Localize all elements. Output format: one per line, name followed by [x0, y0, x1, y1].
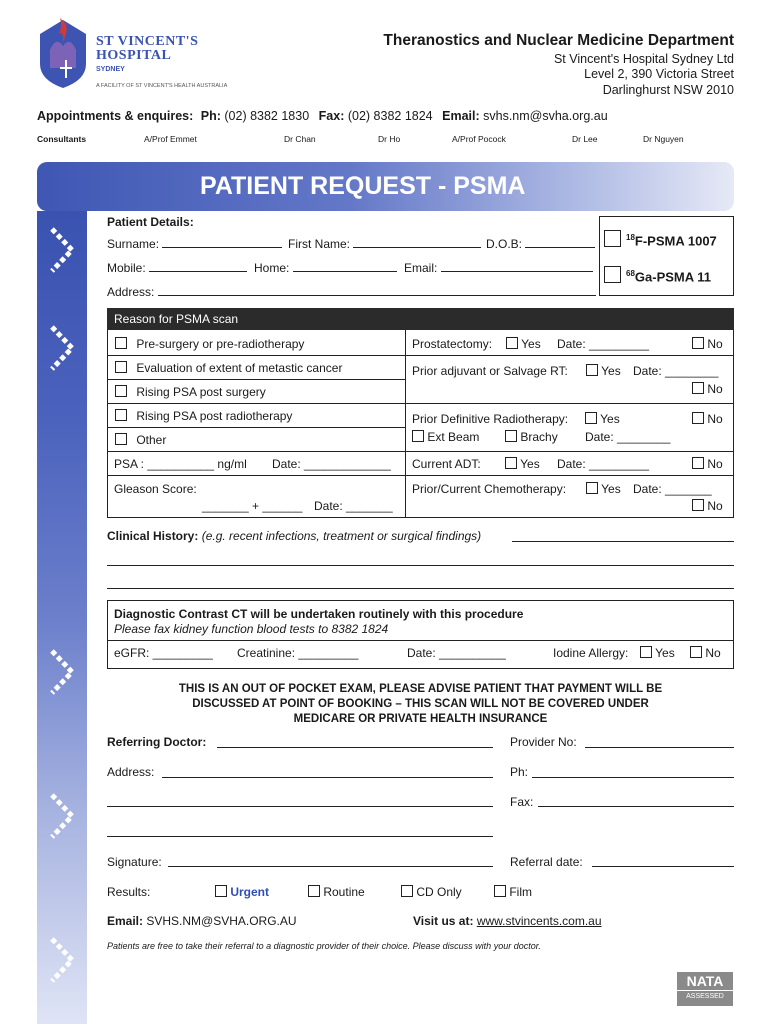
- patient-details-heading: Patient Details:: [107, 215, 194, 229]
- footer-email-link[interactable]: SVHS.NM@SVHA.ORG.AU: [146, 914, 297, 928]
- payment-warning: THIS IS AN OUT OF POCKET EXAM, PLEASE ADVISE PATIENT THAT PAYMENT WILL BE DISCUSSED AT POINT OF BOOKING – THIS SCAN WILL NOT BE COVERED UNDER MEDICARE OR PRIVATE HEALTH INSURANCE: [178, 683, 663, 725]
- logo-tagline: A FACILITY OF ST VINCENT'S HEALTH AUSTRALIA: [96, 83, 228, 89]
- results-label: Results:: [107, 885, 151, 899]
- ph-label: Ph:: [200, 109, 221, 123]
- ph-value: (02) 8382 1830: [224, 109, 310, 123]
- contrast-date-field[interactable]: Date: __________: [407, 646, 506, 660]
- f-psma-label: $^{18}$F-PSMA 1007: [626, 233, 717, 249]
- logo-name-line2: HOSPITAL: [96, 48, 172, 63]
- iodine-no[interactable]: No: [690, 646, 721, 660]
- consultant-name: Dr Ho: [378, 134, 401, 144]
- consultant-name: A/Prof Emmet: [144, 134, 197, 144]
- dob-field[interactable]: D.O.B:: [486, 237, 595, 251]
- first-name-field[interactable]: First Name:: [288, 237, 481, 251]
- results-cd-only[interactable]: CD Only: [401, 885, 462, 899]
- provider-no-label: Provider No:: [510, 735, 577, 749]
- referring-doctor-label: Referring Doctor:: [107, 735, 207, 749]
- current-adt-no[interactable]: No: [692, 457, 723, 471]
- chemo-date[interactable]: Date: _______: [633, 482, 712, 496]
- reason-option[interactable]: Evaluation of extent of metastic cancer: [115, 361, 342, 375]
- chevron-right-icon: [48, 323, 78, 373]
- ga-psma-checkbox[interactable]: [604, 266, 621, 283]
- email-field[interactable]: Email:: [404, 261, 593, 275]
- footer-visit: Visit us at: www.stvincents.com.au: [413, 914, 602, 928]
- contrast-note: Please fax kidney function blood tests to 8382 1824: [114, 622, 389, 636]
- clinical-history-field[interactable]: Clinical History: (e.g. recent infections, treatment or surgical findings): [107, 529, 482, 543]
- reason-option[interactable]: Other: [115, 433, 166, 447]
- chevron-right-icon: [48, 791, 78, 841]
- fax-label: Fax:: [318, 109, 345, 123]
- ga-psma-label: $^{68}$Ga-PSMA 11: [626, 269, 712, 285]
- address-field[interactable]: Address:: [107, 285, 596, 299]
- reason-heading: Reason for PSMA scan: [114, 312, 239, 326]
- department-name: Theranostics and Nuclear Medicine Department: [383, 32, 734, 49]
- referrer-fax-field[interactable]: [538, 806, 734, 807]
- surname-field[interactable]: Surname:: [107, 237, 282, 251]
- ext-beam-option[interactable]: Ext Beam: [412, 430, 479, 444]
- hospital-logo: [36, 16, 246, 96]
- mobile-field[interactable]: Mobile:: [107, 261, 247, 275]
- gleason-date-field[interactable]: Date: _______: [314, 499, 393, 513]
- prior-rt-label: Prior adjuvant or Salvage RT:: [412, 364, 568, 378]
- referrer-ph-field[interactable]: [532, 777, 734, 778]
- creatinine-field[interactable]: Creatinine: _________: [237, 646, 359, 660]
- reason-option[interactable]: Pre-surgery or pre-radiotherapy: [115, 337, 304, 351]
- referrer-fax-label: Fax:: [510, 795, 534, 809]
- footer-email: Email: SVHS.NM@SVHA.ORG.AU: [107, 914, 297, 928]
- results-routine[interactable]: Routine: [308, 885, 365, 899]
- current-adt-label: Current ADT:: [412, 457, 481, 471]
- psa-date-field[interactable]: Date: _____________: [272, 457, 391, 471]
- logo-emblem-icon: [36, 16, 90, 88]
- referrer-address-line[interactable]: [107, 806, 493, 807]
- iodine-yes[interactable]: Yes: [640, 646, 675, 660]
- contact-line: [37, 109, 608, 123]
- logo-name-line3: SYDNEY: [96, 66, 125, 73]
- email-value: svhs.nm@svha.org.au: [483, 109, 608, 123]
- prior-def-rt-date[interactable]: Date: ________: [585, 430, 671, 444]
- chemo-label: Prior/Current Chemotherapy:: [412, 482, 567, 496]
- chemo-no[interactable]: No: [692, 499, 723, 513]
- org-name: St Vincent's Hospital Sydney Ltd: [553, 52, 734, 66]
- referral-date-label: Referral date:: [510, 855, 583, 869]
- referrer-address-line[interactable]: [107, 836, 493, 837]
- prostatectomy-row: Prostatectomy:: [412, 337, 493, 351]
- email-label: Email:: [442, 109, 480, 123]
- appointments-label: Appointments & enquires:: [37, 109, 194, 123]
- referral-date-field[interactable]: [592, 866, 734, 867]
- f-psma-checkbox[interactable]: [604, 230, 621, 247]
- results-urgent[interactable]: Urgent: [215, 885, 269, 899]
- chevron-right-icon: [48, 647, 78, 697]
- iodine-allergy-label: Iodine Allergy:: [553, 646, 629, 660]
- prior-def-rt-no[interactable]: No: [692, 412, 723, 426]
- clinical-history-line[interactable]: [107, 565, 734, 566]
- results-film[interactable]: Film: [494, 885, 532, 899]
- prior-def-rt-yes[interactable]: Yes: [585, 412, 620, 426]
- prostatectomy-yes[interactable]: Yes: [506, 337, 541, 351]
- consultants-label: Consultants: [37, 134, 87, 144]
- psa-field[interactable]: PSA : __________ ng/ml: [114, 457, 247, 471]
- current-adt-date[interactable]: Date: _________: [557, 457, 650, 471]
- signature-field[interactable]: [168, 866, 493, 867]
- provider-no-field[interactable]: [585, 747, 734, 748]
- home-field[interactable]: Home:: [254, 261, 397, 275]
- prostatectomy-no[interactable]: No: [692, 337, 723, 351]
- prostatectomy-date[interactable]: Date: _________: [557, 337, 650, 351]
- chevron-right-icon: [48, 935, 78, 985]
- chemo-yes[interactable]: Yes: [586, 482, 621, 496]
- referring-doctor-field[interactable]: [217, 747, 493, 748]
- consultant-name: A/Prof Pocock: [452, 134, 506, 144]
- current-adt-yes[interactable]: Yes: [505, 457, 540, 471]
- fax-value: (02) 8382 1824: [347, 109, 433, 123]
- consultant-name: Dr Lee: [572, 134, 598, 144]
- org-address-1: Level 2, 390 Victoria Street: [584, 67, 734, 81]
- clinical-history-line[interactable]: [107, 588, 734, 589]
- logo-name-line1: ST VINCENT'S: [96, 34, 199, 49]
- consultant-name: Dr Chan: [284, 134, 316, 144]
- referrer-address-label: Address:: [107, 765, 155, 779]
- reason-option[interactable]: Rising PSA post surgery: [115, 385, 266, 399]
- egfr-field[interactable]: eGFR: _________: [114, 646, 213, 660]
- reason-option[interactable]: Rising PSA post radiotherapy: [115, 409, 292, 423]
- prior-rt-date[interactable]: Date: ________: [633, 364, 719, 378]
- prior-rt-no[interactable]: No: [692, 382, 723, 396]
- consultant-name: Dr Nguyen: [643, 134, 684, 144]
- form-title: PATIENT REQUEST - PSMA: [200, 172, 526, 200]
- gleason-score-field[interactable]: _______ + ______: [202, 499, 303, 513]
- website-link[interactable]: www.stvincents.com.au: [476, 914, 602, 928]
- brachy-option[interactable]: Brachy: [505, 430, 558, 444]
- referrer-ph-label: Ph:: [510, 765, 529, 779]
- signature-label: Signature:: [107, 855, 162, 869]
- gleason-label: Gleason Score:: [114, 482, 197, 496]
- referrer-address-field[interactable]: [162, 777, 493, 778]
- prior-rt-yes[interactable]: Yes: [586, 364, 621, 378]
- org-address-2: Darlinghurst NSW 2010: [602, 83, 734, 97]
- nata-badge: NATA ASSESSED: [677, 972, 733, 1006]
- contrast-heading: Diagnostic Contrast CT will be undertaken routinely with this procedure: [114, 607, 524, 621]
- prior-def-rt-label: Prior Definitive Radiotherapy:: [412, 412, 569, 426]
- footer-note: Patients are free to take their referral to a diagnostic provider of their choice. Please discuss with your doctor.: [107, 941, 541, 951]
- chevron-right-icon: [48, 225, 78, 275]
